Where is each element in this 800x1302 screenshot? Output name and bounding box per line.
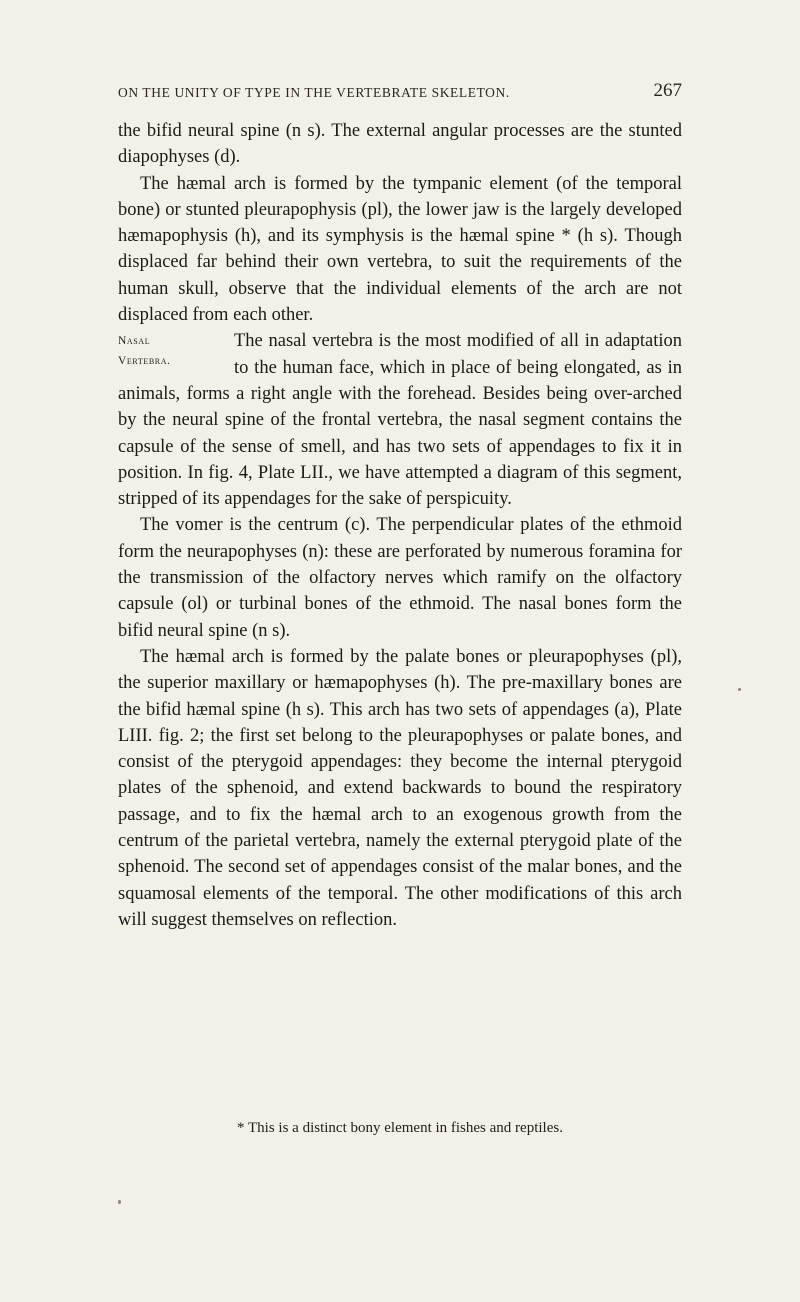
page-number: 267 — [653, 80, 682, 101]
running-head-title: ON THE UNITY OF TYPE IN THE VERTEBRATE SKELETON. — [118, 85, 510, 100]
margin-note — [118, 331, 224, 371]
paragraph-nasal-text: The nasal vertebra is the most modified of all in adaptation to the human face, which in place of being elongated, as in animals, forms a right angle with the forehead. Besides being over-arched by the neural spine of the frontal vertebra, the nasal segment contains the capsule of the sense of smell, and has two sets of appendages to fix it in position. In fig. 4, Plate LII., we have attempted a diagram of this segment, stripped of its appendages for the sake of perspicuity. — [118, 331, 682, 510]
paragraph-2: The hæmal arch is formed by the tympanic element (of the temporal bone) or stunted pleurapophysis (pl), the lower jaw is the largely developed hæmapophysis (h), and its symphysis is the hæmal spine * (h s). Though displaced far behind their own vertebra, to suit the requirements of the human skull, observe that the individual elements of the arch are not displaced from each other. — [118, 173, 682, 326]
paper-speck — [118, 1200, 121, 1204]
paper-speck — [738, 688, 741, 691]
paragraph-1: the bifid neural spine (n s). The external angular processes are the stunted diapophyses (d). — [118, 121, 682, 168]
paragraph-vomer: The vomer is the centrum (c). The perpendicular plates of the ethmoid form the neurapophyses (n): these are perforated by numerous foramina for the transmission of the olfactory nerves which ramify on the olfactory capsule (ol) or turbinal bones of the ethmoid. The nasal bones form the bifid neural spine (n s). — [118, 515, 682, 641]
running-head — [118, 82, 682, 106]
margin-note-line-2: Vertebra. — [118, 355, 171, 368]
margin-note-line-1: Nasal — [118, 335, 151, 348]
paragraph-haemal-arch: The hæmal arch is formed by the palate bones or pleurapophyses (pl), the superior maxillary or hæmapophyses (h). The pre-maxillary bones are the bifid hæmal spine (h s). This arch has two sets of appendages (a), Plate LIII. fig. 2; the first set belong to the pleurapophyses or palate bones, and consist of the pterygoid appendages: they become the internal pterygoid plates of the sphenoid, and extend backwards to bound the respiratory passage, and to fix the hæmal arch to an exogenous growth from the centrum of the parietal vertebra, namely the external pterygoid plate of the sphenoid. The second set of appendages consist of the malar bones, and the squamosal elements of the temporal. The other modifications of this arch will suggest themselves on reflection. — [118, 646, 682, 930]
body-text — [118, 118, 682, 933]
footnote: * This is a distinct bony element in fishes and reptiles. — [237, 1120, 563, 1136]
paragraph-nasal — [118, 328, 682, 512]
